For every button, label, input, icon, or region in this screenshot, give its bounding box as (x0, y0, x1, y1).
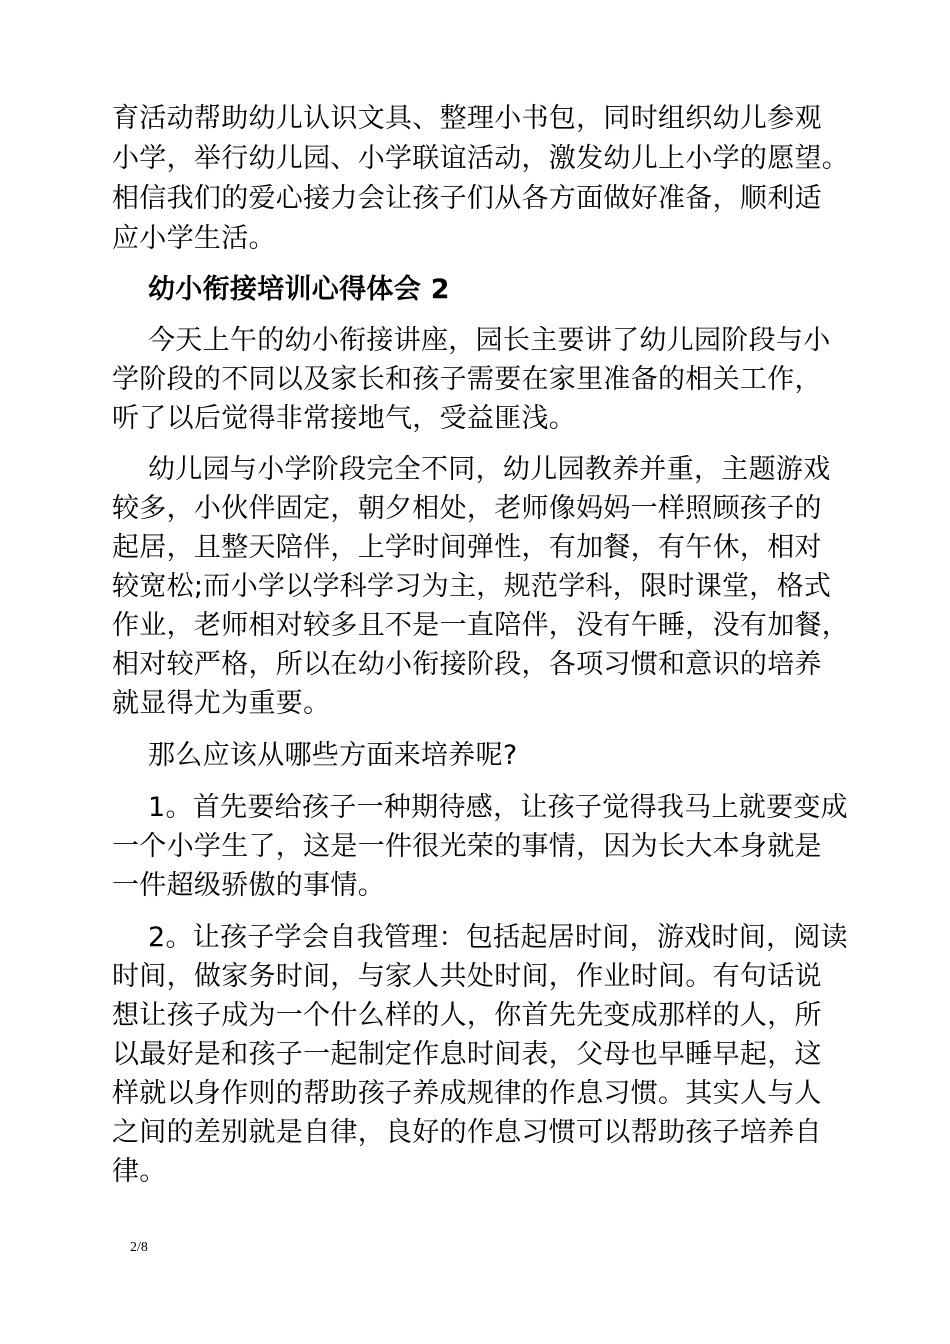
paragraph-2-line-3: 听了以后觉得非常接地气，受益匪浅。 (112, 403, 577, 434)
paragraph-5-line-3: 一件超级骄傲的事情。 (112, 870, 385, 901)
paragraph-3-line-6: 相对较严格，所以在幼小衔接阶段，各项习惯和意识的培养 (112, 649, 822, 680)
paragraph-6-line-2: 时间，做家务时间，与家人共处时间，作业时间。有句话说 (112, 961, 822, 992)
paragraph-4-line-1: 那么应该从哪些方面来培养呢? (148, 740, 518, 771)
paragraph-3-line-2: 较多，小伙伴固定，朝夕相处，老师像妈妈一样照顾孩子的 (112, 493, 822, 524)
paragraph-3-line-4: 较宽松;而小学以学科学习为主，规范学科，限时课堂，格式 (112, 571, 832, 602)
paragraph-1-line-1: 育活动帮助幼儿认识文具、整理小书包，同时组织幼儿参观 (112, 103, 822, 134)
paragraph-3-line-7: 就显得尤为重要。 (112, 688, 331, 719)
paragraph-6-line-3: 想让孩子成为一个什么样的人，你首先先变成那样的人，所 (112, 1000, 822, 1031)
paragraph-5-line-1: 1。首先要给孩子一种期待感，让孩子觉得我马上就要变成 (148, 792, 848, 823)
paragraph-3-line-3: 起居，且整天陪伴，上学时间弹性，有加餐，有午休，相对 (112, 532, 822, 563)
paragraph-6-line-7: 律。 (112, 1156, 167, 1187)
paragraph-1-line-3: 相信我们的爱心接力会让孩子们从各方面做好准备，顺利适 (112, 183, 822, 214)
paragraph-3-line-1: 幼儿园与小学阶段完全不同，幼儿园教养并重，主题游戏 (148, 454, 831, 485)
paragraph-6-line-1: 2。让孩子学会自我管理：包括起居时间，游戏时间，阅读 (148, 922, 848, 953)
paragraph-3-line-5: 作业，老师相对较多且不是一直陪伴，没有午睡，没有加餐， (112, 610, 850, 641)
paragraph-6-line-4: 以最好是和孩子一起制定作息时间表，父母也早睡早起，这 (112, 1039, 822, 1070)
paragraph-2-line-1: 今天上午的幼小衔接讲座，园长主要讲了幼儿园阶段与小 (148, 325, 831, 356)
paragraph-6-line-5: 样就以身作则的帮助孩子养成规律的作息习惯。其实人与人 (112, 1078, 822, 1109)
paragraph-5-line-2: 一个小学生了，这是一件很光荣的事情，因为长大本身就是 (112, 831, 822, 862)
page-number: 2/8 (130, 1240, 148, 1255)
paragraph-1-line-2: 小学，举行幼儿园、小学联谊活动，激发幼儿上小学的愿望。 (112, 143, 850, 174)
paragraph-1-line-4: 应小学生活。 (112, 223, 276, 254)
paragraph-6-line-6: 之间的差别就是自律，良好的作息习惯可以帮助孩子培养自 (112, 1117, 822, 1148)
section-heading: 幼小衔接培训心得体会 2 (148, 274, 450, 305)
paragraph-2-line-2: 学阶段的不同以及家长和孩子需要在家里准备的相关工作， (112, 364, 822, 395)
